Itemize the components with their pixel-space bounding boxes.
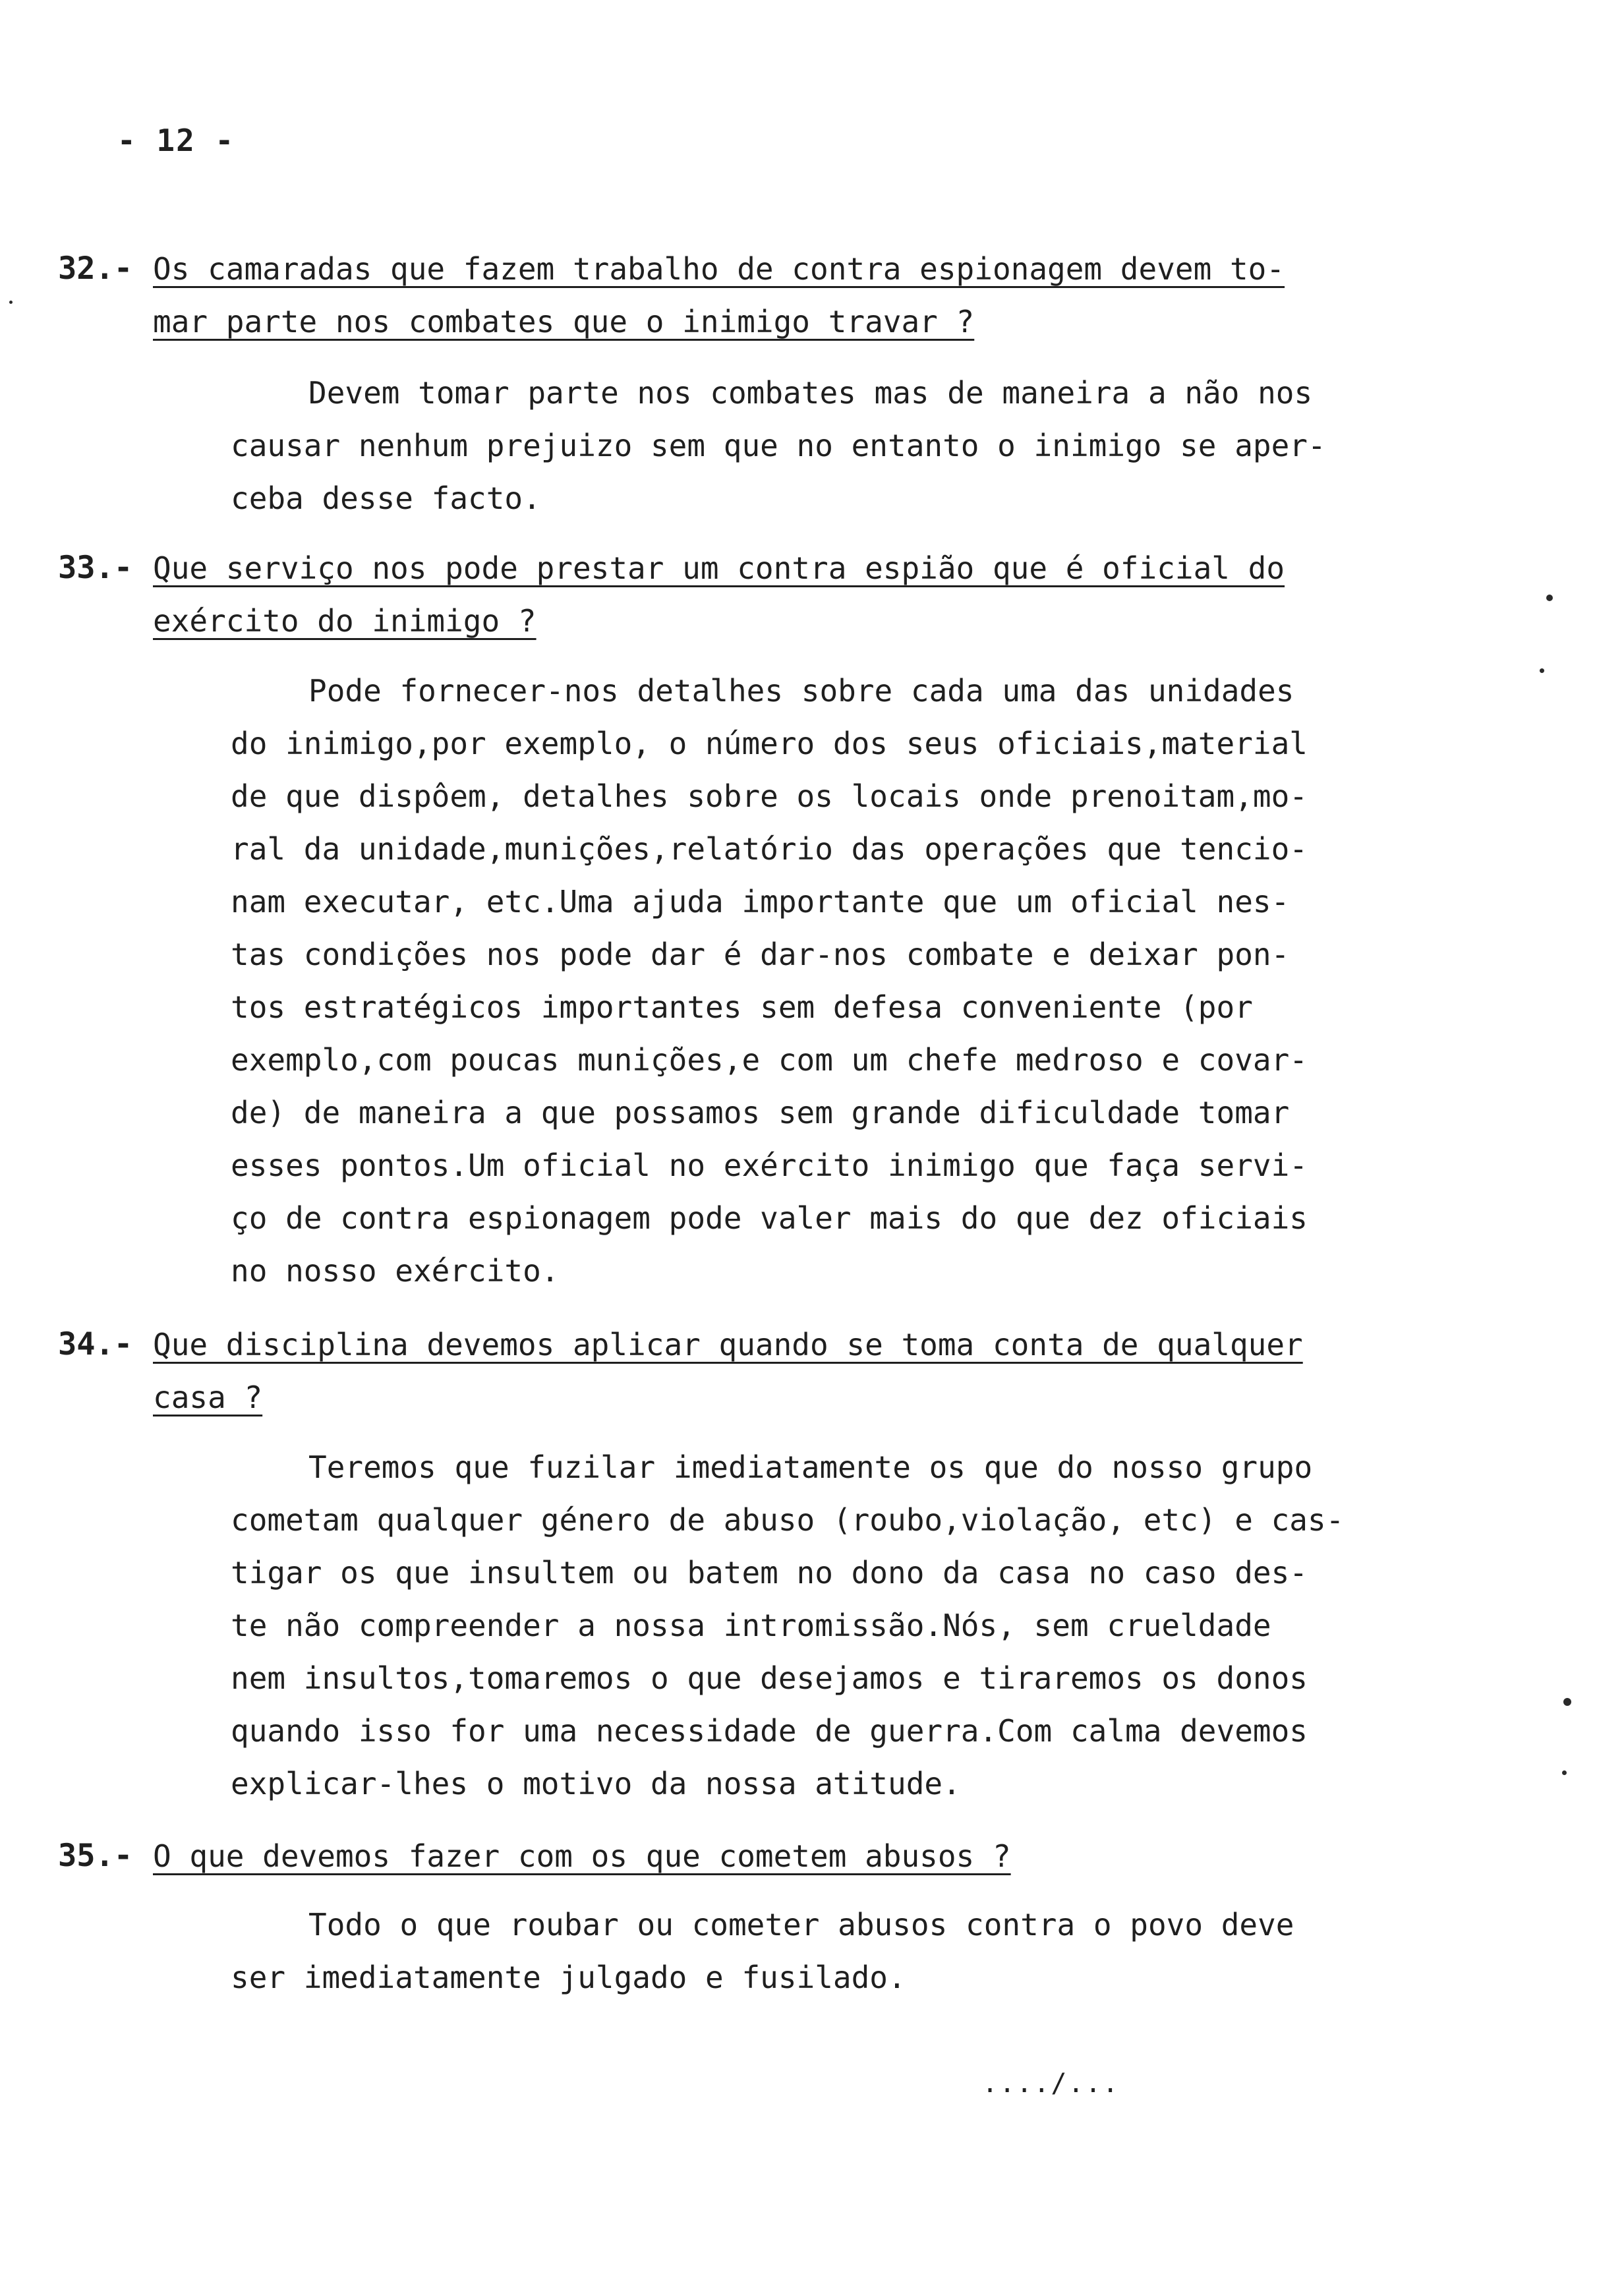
answer-line: de) de maneira a que possamos sem grande dificuldade tomar	[231, 1095, 1290, 1130]
question-number: 34.-	[58, 1326, 133, 1362]
answer-line: exemplo,com poucas munições,e com um chefe medroso e covar-	[231, 1042, 1308, 1078]
question-line: Que serviço nos pode prestar um contra espião que é oficial do	[153, 550, 1285, 586]
question-number: 33.-	[58, 550, 133, 586]
answer-line: ceba desse facto.	[231, 481, 541, 516]
answer-line: ser imediatamente julgado e fusilado.	[231, 1960, 906, 1995]
question-line: Que disciplina devemos aplicar quando se toma conta de qualquer	[153, 1327, 1303, 1362]
answer-line: tos estratégicos importantes sem defesa conveniente (por	[231, 989, 1253, 1025]
question-text	[153, 542, 1285, 647]
answer-line: nam executar, etc.Uma ajuda importante que um oficial nes-	[231, 884, 1290, 920]
continuation-mark: ..../...	[982, 2068, 1120, 2099]
answer-line: tas condições nos pode dar é dar-nos combate e deixar pon-	[231, 937, 1290, 972]
answer-text	[231, 366, 1326, 525]
answer-line: causar nenhum prejuizo sem que no entanto o inimigo se aper-	[231, 428, 1326, 463]
answer-line: no nosso exército.	[231, 1253, 560, 1289]
answer-line: nem insultos,tomaremos o que desejamos e tiraremos os donos	[231, 1660, 1308, 1696]
answer-line: tigar os que insultem ou batem no dono da casa no caso des-	[231, 1555, 1308, 1591]
answer-line: quando isso for uma necessidade de guerra.Com calma devemos	[231, 1713, 1308, 1749]
answer-line: esses pontos.Um oficial no exército inimigo que faça servi-	[231, 1148, 1308, 1183]
question-line: exército do inimigo ?	[153, 603, 536, 639]
scan-speck	[1546, 595, 1553, 601]
answer-line: Teremos que fuzilar imediatamente os que do nosso grupo	[308, 1449, 1313, 1485]
answer-text	[231, 1441, 1344, 1810]
question-line: Os camaradas que fazem trabalho de contra espionagem devem to-	[153, 251, 1285, 287]
question-text	[153, 243, 1285, 348]
answer-line: te não compreender a nossa intromissão.Nós, sem crueldade	[231, 1608, 1271, 1643]
answer-text	[231, 1898, 1294, 2004]
answer-line: do inimigo,por exemplo, o número dos seus oficiais,material	[231, 726, 1308, 761]
question-number: 32.-	[58, 250, 133, 287]
answer-line: ral da unidade,munições,relatório das operações que tencio-	[231, 831, 1308, 867]
answer-line: cometam qualquer género de abuso (roubo,violação, etc) e cas-	[231, 1502, 1345, 1538]
answer-line: ço de contra espionagem pode valer mais do que dez oficiais	[231, 1200, 1308, 1236]
answer-line: explicar-lhes o motivo da nossa atitude.	[231, 1766, 961, 1801]
question-line: O que devemos fazer com os que cometem abusos ?	[153, 1838, 1011, 1874]
page-number: - 12 -	[117, 123, 235, 158]
question-line: mar parte nos combates que o inimigo travar ?	[153, 304, 975, 339]
question-text	[153, 1830, 1011, 1883]
scan-speck	[1563, 1698, 1571, 1706]
question-text	[153, 1318, 1303, 1424]
answer-line: de que dispôem, detalhes sobre os locais onde prenoitam,mo-	[231, 778, 1308, 814]
question-line: casa ?	[153, 1380, 263, 1415]
scan-speck	[1540, 668, 1544, 673]
scan-speck	[1562, 1770, 1567, 1775]
answer-line: Todo o que roubar ou cometer abusos contra o povo deve	[308, 1907, 1294, 1942]
question-number: 35.-	[58, 1838, 133, 1874]
answer-text	[231, 664, 1308, 1297]
answer-line: Pode fornecer-nos detalhes sobre cada uma das unidades	[308, 673, 1294, 709]
scan-speck	[9, 301, 13, 304]
answer-line: Devem tomar parte nos combates mas de maneira a não nos	[308, 375, 1313, 411]
